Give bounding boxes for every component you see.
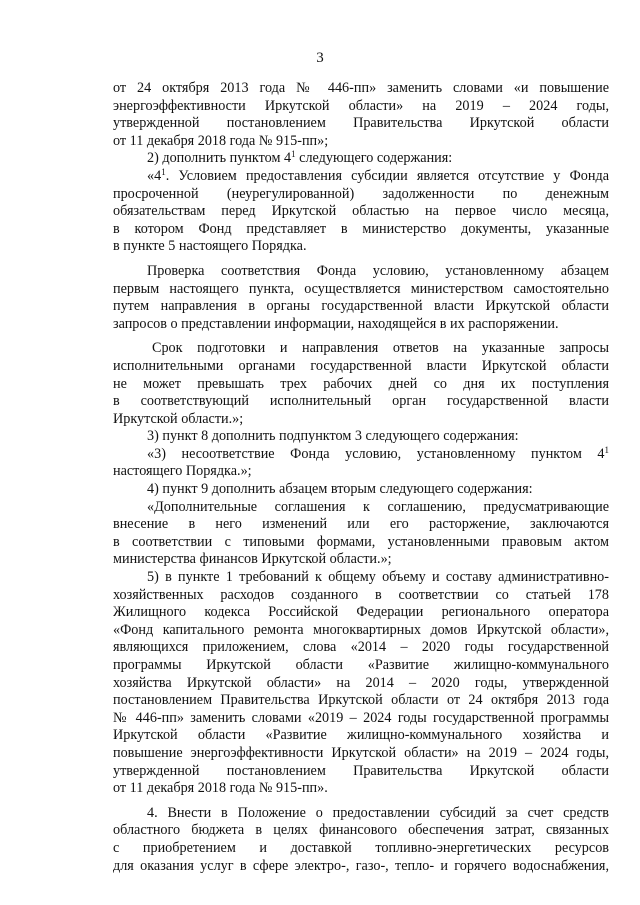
text-fragment: . Условием предоставления субсидии является отсутствие у Фонда [165,167,609,184]
text-line: «Дополнительные соглашения к соглашению, предусматривающие [147,498,609,515]
text-line [113,446,609,464]
superscript: 1 [161,166,166,177]
text-line: Срок подготовки и направления ответов на указанные запросы [152,340,609,357]
text-line: «Фонд капитального ремонта многоквартирных домов Иркутской области», [113,621,609,638]
text-line: для оказания услуг в сфере электро-, газо-, тепло- и горячего водоснабжения, [113,857,609,874]
text-line: Жилищного кодекса Российской Федерации регионального оператора [113,604,609,621]
text-line: энергоэффективности Иркутской области» на 2019 – 2024 годы, [113,97,609,114]
text-line: первым настоящего пункта, осуществляется министерством самостоятельно [113,280,609,297]
text-line: с приобретением и доставкой топливно-энергетических ресурсов [113,839,609,856]
text-line: № 446-пп» заменить словами «2019 – 2024 годы государственной программы [113,709,609,726]
text-line: 5) в пункте 1 требований к общему объему и составу административно- [147,569,609,586]
text-line: в котором Фонд представляет в министерство документы, указанные [113,220,609,237]
text-line: программы Иркутской области «Развитие жилищно-коммунального [113,657,609,673]
text-line: путем направления в органы государственной власти Иркутской области [113,298,609,315]
text-line: внесение в него изменений или его расторжение, заключаются [113,516,609,533]
text-line: Иркутской области «Развитие жилищно-коммунального хозяйства и [113,727,609,744]
text-line: от 24 октября 2013 года № 446-пп» заменить словами «и повышение [113,80,609,96]
text-line: не может превышать трех рабочих дней со дня их поступления [113,375,609,392]
text-line: хозяйства Иркутской области» на 2014 – 2020 годы, утвержденной [113,674,609,691]
page-number: 3 [316,50,324,66]
text-line: Иркутской области.»; [113,410,244,427]
text-fragment: «4 [147,167,162,184]
text-line: министерства финансов Иркутской области.»; [113,551,392,568]
text-line: утвержденной постановлением Правительства Иркутской области [113,762,609,779]
document-body [113,80,609,875]
text-fragment: 2) дополнить пунктом 4 [147,150,292,167]
text-line [113,168,609,186]
text-line: просроченной (неурегулированной) задолженности по денежным [113,185,609,202]
text-line: настоящего Порядка.»; [113,463,252,480]
text-line: запросов о представлении информации, находящейся в их распоряжении. [113,315,559,332]
text-line: повышение энергоэффективности Иркутской области» на 2019 – 2024 годы, [113,744,609,761]
text-line: в пункте 5 настоящего Порядка. [113,238,307,255]
text-line: Проверка соответствия Фонда условию, установленному абзацем [147,262,609,279]
text-fragment: следующего содержания: [295,150,453,167]
text-line: областного бюджета в целях финансового обеспечения затрат, связанных [113,822,609,839]
text-line: 4) пункт 9 дополнить абзацем вторым следующего содержания: [147,481,533,498]
text-line: являющихся приложением, слова «2014 – 2020 годы государственной [113,639,609,656]
text-line: обязательствам перед Иркутской областью на первое число месяца, [113,203,609,220]
text-line: в соответствии с типовыми формами, установленными правовым актом [113,533,609,550]
text-line: от 11 декабря 2018 года № 915-пп»; [113,132,329,149]
text-fragment: «3) несоответствие Фонда условию, установленному пунктом 4 [147,445,605,462]
text-line: утвержденной постановлением Правительства Иркутской области [113,115,609,132]
text-line: постановлением Правительства Иркутской области от 24 октября 2013 года [113,692,609,709]
text-line: 3) пункт 8 дополнить подпунктом 3 следующего содержания: [147,428,519,445]
text-line: 4. Внести в Положение о предоставлении субсидий за счет средств [147,804,609,821]
text-line: от 11 декабря 2018 года № 915-пп». [113,780,328,797]
text-line [113,150,609,168]
superscript: 1 [604,444,609,455]
text-line: исполнительными органами государственной власти Иркутской области [113,357,609,374]
text-line: хозяйственных расходов созданного в соответствии со статьей 178 [113,586,609,603]
superscript: 1 [291,149,296,160]
text-line: в соответствующий исполнительный орган государственной власти [113,393,609,410]
